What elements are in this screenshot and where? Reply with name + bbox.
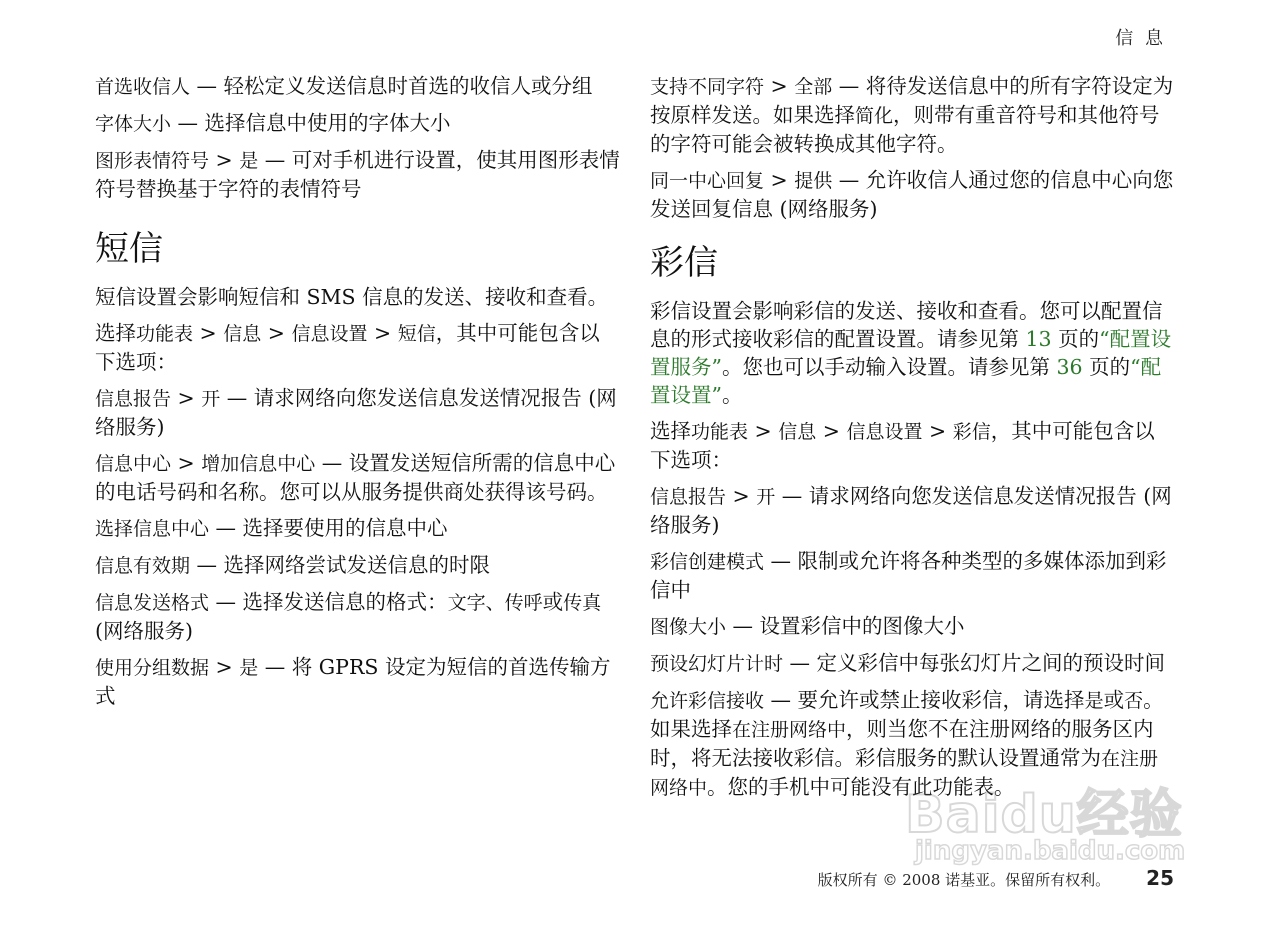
option-reply-same-center: 同一中心回复 > 提供 — 允许收信人通过您的信息中心向您发送回复信息 (网络服务) bbox=[650, 168, 1174, 221]
sms-option-format: 信息发送格式 — 选择发送信息的格式：文字、传呼或传真 (网络服务) bbox=[95, 590, 602, 643]
section-title-mms: 彩信 bbox=[650, 243, 718, 283]
page-ref-link[interactable]: 36 bbox=[1056, 355, 1083, 379]
option-character-support: 支持不同字符 > 全部 — 将待发送信息中的所有字符设定为按原样发送。如果选择简化，则带有重音符号和其他符号的字符可能会被转换成其他字符。 bbox=[650, 74, 1174, 156]
copyright-notice: 版权所有 © 2008 诺基亚。保留所有权利。 bbox=[817, 871, 1111, 889]
watermark-logo: Baidu经验 bbox=[905, 785, 1183, 845]
sms-option-packet-data: 使用分组数据 > 是 — 将 GPRS 设定为短信的首选传输方式 bbox=[95, 655, 611, 708]
option-term: 字体大小 bbox=[95, 113, 172, 135]
sms-option-delivery-report: 信息报告 > 开 — 请求网络向您发送信息发送情况报告 (网络服务) bbox=[95, 386, 617, 439]
mms-menu-path: 选择功能表 > 信息 > 信息设置 > 彩信，其中可能包含以下选项： bbox=[650, 419, 1155, 472]
running-header: 信 息 bbox=[1115, 28, 1166, 49]
option-value: 是 bbox=[239, 150, 259, 172]
config-settings-link[interactable]: “配置设置” bbox=[650, 355, 1162, 407]
option-font-size: 字体大小 — 选择信息中使用的字体大小 bbox=[95, 111, 451, 135]
mms-intro: 彩信设置会影响彩信的发送、接收和查看。您可以配置信息的形式接收彩信的配置设置。请参见第 13 页的“配置设置服务”。您也可以手动输入设置。请参见第 36 页的“配置设置”。 bbox=[650, 299, 1172, 407]
mms-option-image-size: 图像大小 — 设置彩信中的图像大小 bbox=[650, 614, 965, 638]
watermark-url: jingyan.baidu.com bbox=[915, 836, 1186, 866]
option-preferred-recipient: 首选收信人 — 轻松定义发送信息时首选的收信人或分组 bbox=[95, 74, 593, 98]
option-graphic-smileys: 图形表情符号 > 是 — 可对手机进行设置，使其用图形表情符号替换基于字符的表情符号 bbox=[95, 148, 620, 201]
sms-intro: 短信设置会影响短信和 SMS 信息的发送、接收和查看。 bbox=[95, 285, 609, 309]
mms-option-allow-reception: 允许彩信接收 — 要允许或禁止接收彩信，请选择是或否。如果选择在注册网络中，则当您不在注册网络的服务区内时，将无法接收彩信。彩信服务的默认设置通常为在注册网络中。您的手机中可能没有此功能表。 bbox=[650, 688, 1164, 799]
page-ref-link[interactable]: 13 bbox=[1025, 327, 1052, 351]
mms-option-slide-timing: 预设幻灯片计时 — 定义彩信中每张幻灯片之间的预设时间 bbox=[650, 651, 1166, 675]
mms-option-delivery-report: 信息报告 > 开 — 请求网络向您发送信息发送情况报告 (网络服务) bbox=[650, 484, 1172, 537]
sms-option-select-center: 选择信息中心 — 选择要使用的信息中心 bbox=[95, 516, 448, 540]
right-column bbox=[650, 72, 1175, 810]
option-term: 图形表情符号 bbox=[95, 150, 210, 172]
sms-menu-path: 选择功能表 > 信息 > 信息设置 > 短信，其中可能包含以下选项： bbox=[95, 321, 600, 374]
sms-option-message-center: 信息中心 > 增加信息中心 — 设置发送短信所需的信息中心的电话号码和名称。您可以从服务提供商处获得该号码。 bbox=[95, 451, 616, 504]
option-term: 首选收信人 bbox=[95, 76, 191, 98]
page-number: 25 bbox=[1146, 866, 1174, 890]
section-title-sms: 短信 bbox=[95, 229, 163, 269]
mms-option-creation-mode: 彩信创建模式 — 限制或允许将各种类型的多媒体添加到彩信中 bbox=[650, 549, 1167, 602]
left-column bbox=[95, 72, 620, 718]
config-service-link[interactable]: “配置设置服务” bbox=[650, 327, 1172, 379]
sms-option-validity: 信息有效期 — 选择网络尝试发送信息的时限 bbox=[95, 553, 491, 577]
page-footer bbox=[818, 866, 1174, 890]
